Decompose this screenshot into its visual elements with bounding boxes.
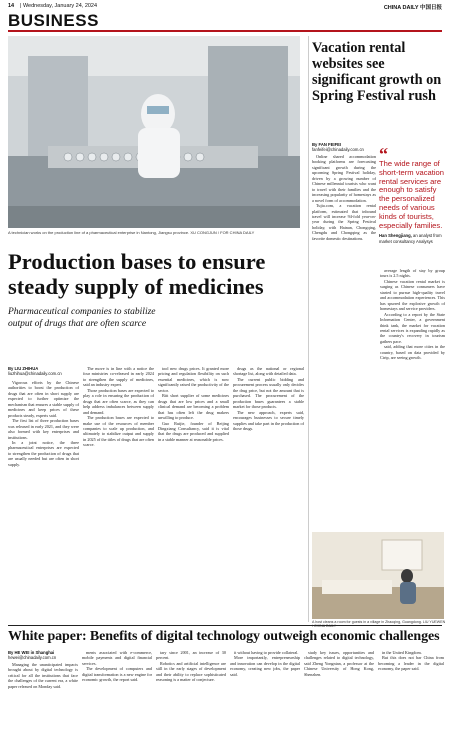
homestay-photo [312, 532, 444, 619]
byline-email: hewei@chinadaily.com.cn [8, 655, 57, 661]
article-byline [312, 142, 376, 153]
byline-email: liuzhihua@chinadaily.com.cn [8, 371, 62, 377]
byline-email: fanfeifei@chinadaily.com.cn [312, 147, 364, 153]
article-deck: Pharmaceutical companies to stabilize output of drugs that are often scarce [8, 307, 156, 329]
article-column-2 [82, 650, 152, 744]
paragraph: said, adding that more cities in the country, based on data provided by Ctrip, are seeing growth. [380, 344, 445, 361]
photo-credit: XU CONGJUN / FOR CHINA DAILY [190, 230, 255, 235]
article-column-1 [8, 662, 78, 744]
article-column-1 [312, 154, 376, 528]
issue-date: | Wednesday, January 24, 2024 [20, 3, 98, 9]
brand-name [384, 3, 442, 11]
paragraph: Online shared accommodation booking platforms are forecasting significant growth during the upcoming Spring Festival holiday, driven by a growing number of Chinese millennial tourists who want to travel with their families and the increasing popularity of homestays as a novel form of accommodation. [312, 154, 376, 203]
photo-credit: LIU YUEWEN / CHINA DAILY [312, 620, 446, 628]
article-column-6 [378, 650, 444, 744]
page-number: 14 [8, 3, 15, 9]
brand-name-en: CHINA DAILY [383, 5, 419, 11]
article-headline: White paper: Benefits of digital technology outweigh economic challenges [8, 629, 440, 644]
quote-mark-icon: “ [379, 144, 388, 164]
article-column-2 [380, 268, 445, 528]
paragraph: According to a report by the State Information Center, a government think tank, the market for vacation rental services is expanding rapidly as the country's recovery in tourism gathers pace. [380, 311, 445, 344]
column-divider [308, 36, 309, 622]
article-byline [8, 366, 78, 377]
caption-text: A technician works on the production line of a pharmaceutical enterprise in Nantong, Jiangsu province. [8, 230, 190, 235]
paragraph: drugs as the national or regional shortage list, along with detailed data. [233, 366, 304, 377]
paragraph: The new approach, experts said, encourages businesses to secure timely supplies and take part in the production of those drugs. [233, 409, 304, 431]
paragraph: But this does not bar China from becoming a leader in the digital economy, the paper said. [378, 655, 444, 672]
paragraph: Guo Ruijie, founder of Beijing Dingxiang Consultancy, said it is vital that the drugs are produced and supplied in a stable manner at reasonable prices. [158, 420, 229, 442]
paragraph: In a joint notice, the three pharmaceutical enterprises are expected to strengthen the production of drugs that are usually needed but are often in short supply. [8, 439, 79, 467]
article-column-3 [156, 650, 226, 744]
production-line-photo [8, 36, 300, 228]
article-headline: Vacation rental websites see significant growth on Spring Festival rush [312, 40, 442, 104]
brand-name-cn: 中国日报 [419, 5, 442, 11]
paragraph: The current public bidding and procurement process usually only decides the drug price, but not the amount that is purchased. The procurement of the production bases guarantees a stable market for those products. [233, 376, 304, 410]
paragraph: The development of computers and digital transformation is a new engine for economic growth, the report said. [82, 666, 152, 683]
paragraph: Tujia.com, a vacation rental platform, estimated that inbound travel will increase 94-fold year-on-year during the Spring Festival holiday, with Hainan, Chongqing, Chengdu and Chongqing as the favorite domestic destinations. [312, 203, 376, 241]
paragraph: ments associated with e-commerce, mobile payments and digital financial services. [82, 650, 152, 666]
paragraph: More importantly, entrepreneurship and innovation can develop in the digital economy, creating new jobs, the paper said. [230, 655, 300, 677]
paragraph: tool new drugs prices. It granted more pricing and regulation flexibility on such essential medicines, which is now significantly raised the productivity of the sector. [158, 366, 229, 393]
photo-caption [8, 230, 308, 235]
byline-name: By LIU ZHIHUA [8, 366, 39, 371]
paragraph: Robotics and artificial intelligence are still in the early stages of development and their ability to replace sophisticated reasoning is a matter of conjecture. [156, 660, 226, 683]
article-column-4 [233, 366, 304, 620]
paragraph: Chinese vacation rental market is surging as Chinese consumers have started to pursue high-quality travel and accommodation experiences. This has spurred the explosive growth of homestays and service providers. [380, 278, 445, 312]
quote-attribution [379, 233, 445, 244]
section-rule [8, 30, 442, 32]
quote-name: Han Shengjiang, [379, 233, 412, 239]
paragraph: tary since 2001, an increase of 30 percent. [156, 650, 226, 661]
article-column-3 [158, 366, 229, 620]
paragraph: Bitt short supplier of some medicines drugs that are low prices and a small clinical demand are becoming a problem that has often left the drug makers unwilling to produce. [158, 393, 229, 421]
byline-name: By FAN FEIFEI [312, 142, 342, 147]
paragraph: average length of stay by group tours is 2.5 nights. [380, 268, 445, 279]
paragraph: it without having to provide collateral. [234, 650, 299, 655]
paragraph: Those production bases are expected to play a role in ensuring the production of drugs that are often scarce, as they can help address imbalances between supply and demand. [83, 387, 154, 415]
article-column-4 [230, 650, 300, 744]
article-headline: Production bases to ensure steady supply of medicines [8, 249, 266, 299]
quote-text: The wide range of short-term vacation rental services are enough to satisfy the personalized needs of various kinds of tourists, especially families. [379, 159, 444, 230]
homestay-illustration [312, 532, 444, 619]
paragraph: The move is in line with a notice the four ministries co-released in early 2024 to strengthen the supply of medicines, said an industry expert. [83, 366, 154, 388]
article-byline [8, 650, 78, 661]
quote-role: an analyst from market consultancy Analysys [379, 233, 442, 244]
paragraph: in the United Kingdom. [382, 650, 422, 655]
article-column-5 [304, 650, 374, 744]
caption-text: A host cleans a room for guests in a village in Zhaoqing, Guangdong. [312, 620, 422, 624]
paragraph: The production bases are expected to make use of the resources of member companies to scale up production, and ultimately to stabilize output and supply in 2025 of the titles of drugs that are often scarce. [83, 415, 154, 448]
article-column-1 [8, 380, 79, 620]
pull-quote [379, 144, 445, 244]
paragraph: study key issues, opportunities and challenges related to digital technology, said Zheng Yongnian, a professor at the Chinese University of Hong Kong, Shenzhen. [304, 650, 374, 677]
paragraph: Managing the unanticipated impacts brought about by digital technology is critical for all the institutions that face the challenges of the current era, a white paper released on Monday said. [8, 662, 78, 689]
article-column-2 [83, 366, 154, 620]
production-line-illustration [8, 36, 300, 228]
paragraph: The first list of three production bases was released in early 2021, and they were also formed with key enterprises and institutions. [8, 418, 79, 440]
section-title: BUSINESS [8, 11, 99, 30]
photo-caption [312, 620, 446, 628]
byline-name: By HE WEI in Shanghai [8, 650, 55, 655]
section-divider [8, 625, 442, 626]
paragraph: Vigorous efforts by the Chinese authorities to boost the production of drugs that are often in short supply are expected to further optimize the mechanism that ensures a stable supply of medicines and keep prices of these products steady, experts said. [8, 380, 79, 418]
